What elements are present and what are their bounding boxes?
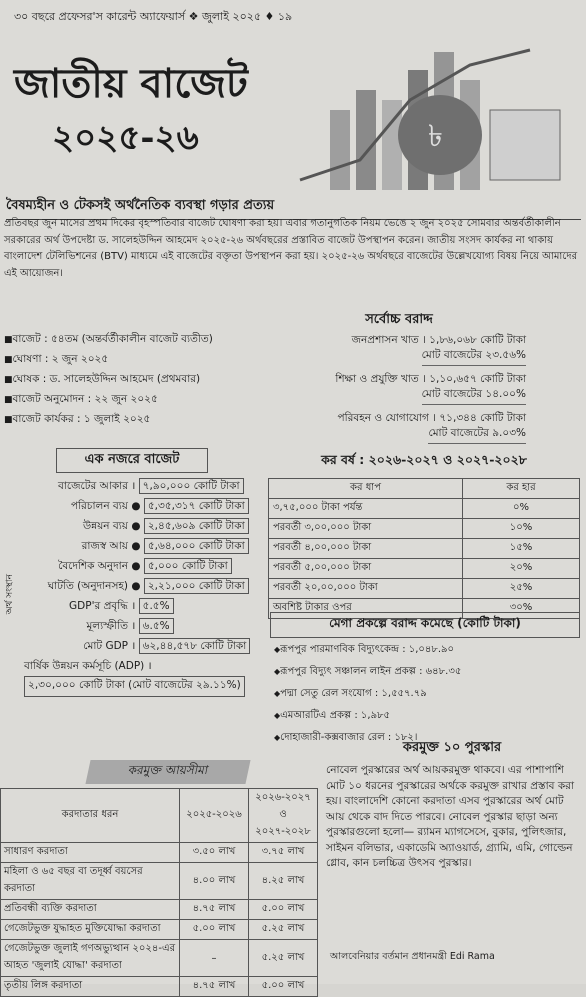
- tax-step: পরবর্তী ৩,০০,০০০ টাকা: [269, 519, 463, 539]
- glance-value: ৫.৫%: [139, 598, 174, 614]
- tax-free-table: [0, 788, 318, 997]
- income-tax-slab: [268, 452, 580, 619]
- table-row: [1, 863, 318, 900]
- table-row: [269, 539, 580, 559]
- glance-key: পরিচালন ব্যয়: [70, 500, 128, 512]
- key-fact: ■ বাজেট কার্যকর : ১ জুলাই ২০২৫: [4, 410, 244, 430]
- tax-rate: ০%: [463, 499, 580, 519]
- taxpayer-type: সাধারণ করদাতা: [1, 843, 180, 863]
- list-item: ◆ রূপপুর পারমাণবিক বিদ্যুৎকেন্দ্র : ১,০৪৮.৯০: [274, 642, 580, 659]
- limit-2025: ৫.০০ লাখ: [180, 920, 249, 940]
- limit-2026: ৫.০০ লাখ: [249, 977, 318, 997]
- list-item: ◆ পদ্মা সেতু রেল সংযোগ : ১,৫৫৭.৭৯: [274, 686, 580, 703]
- glance-key: বার্ষিক উন্নয়ন কর্মসূচি (ADP): [24, 660, 145, 672]
- limit-2025: ৩.৫০ লাখ: [180, 843, 249, 863]
- col-header: কর হার: [463, 479, 580, 499]
- col-header: ২০২৬-২০২৭ ও ২০২৭-২০২৮: [249, 789, 318, 843]
- glance-value: ৬.৫%: [139, 618, 174, 634]
- glance-row: উন্নয়ন ব্যয় ● ২,৪৫,৬০৯ কোটি টাকা: [24, 519, 272, 536]
- table-row: [269, 559, 580, 579]
- tax-step: ৩,৭৫,০০০ টাকা পর্যন্ত: [269, 499, 463, 519]
- table-row: [269, 519, 580, 539]
- budget-at-a-glance: [0, 448, 272, 700]
- glance-key: উন্নয়ন ব্যয়: [82, 520, 128, 532]
- title-year: ২০২৫-২৬: [52, 118, 199, 158]
- glance-row: রাজস্ব আয় ● ৫,৬৪,০০০ কোটি টাকা: [24, 539, 272, 556]
- glance-value: ৫,০০০ কোটি টাকা: [144, 558, 232, 574]
- glance-row: মূল্যস্ফীতি । ৬.৫%: [24, 619, 272, 636]
- prize-body: নোবেল পুরস্কারের অর্থ আয়করমুক্ত থাকবে। এর পাশাপাশি মোট ১০ ধরনের পুরস্কারের অর্থকে করমুক্ত রাখার প্রস্তাব করা হয়। বাংলাদেশি কোনো করদাতা এসব পুরস্কারের অর্থ মোট আয় থেকে বাদ দিতে পারবে। নোবেল পুরস্কার ছাড়া অন্য পুরস্কারগুলো হলো— র‍্যামন ম্যাগসেসে, বুকার, পুলিৎজার, সাইমন বলিভার, একাডেমি অ্যাওয়ার্ড, গ্র্যামি, এমি, গোল্ডেন গ্লোব, কান চলচ্চিত্র উৎসব পুরস্কার।: [326, 764, 574, 869]
- table-row: [1, 940, 318, 977]
- glance-key: ঘাটতি (অনুদানসহ): [47, 580, 128, 592]
- col-header: করদাতার ধরন: [1, 789, 180, 843]
- tax-step: অবশিষ্ট টাকার ওপর: [269, 599, 463, 619]
- col-header: কর ধাপ: [269, 479, 463, 499]
- key-fact: ■ ঘোষক : ড. সালেহউদ্দিন আহমেদ (প্রথমবার): [4, 370, 244, 390]
- taxpayer-type: গেজেটভুক্ত যুদ্ধাহত মুক্তিযোদ্ধা করদাতা: [1, 920, 180, 940]
- key-fact: ■ বাজেট অনুমোদন : ২২ জুন ২০২৫: [4, 390, 244, 410]
- limit-2026: ৩.৭৫ লাখ: [249, 843, 318, 863]
- bar-graphic: [356, 90, 376, 190]
- title-banner: [0, 40, 586, 190]
- footer-note: আলবেনিয়ার বর্তমান প্রধানমন্ত্রী Edi Rama: [330, 951, 495, 962]
- taka-icon: ৳: [428, 119, 443, 154]
- tax-rate: ১০%: [463, 519, 580, 539]
- table-row: [269, 579, 580, 599]
- glance-row: পরিচালন ব্যয় ● ৫,৩৫,৩১৭ কোটি টাকা: [24, 499, 272, 516]
- taxpayer-type: মহিলা ও ৬৫ বছর বা তদূর্ধ্ব বয়সের করদাতা: [1, 863, 180, 900]
- intro-paragraph: প্রতিবছর জুন মাসের প্রথম দিকের বৃহস্পতিবার বাজেট ঘোষণা করা হয়। এবার গতানুগতিক নিয়ম ভেঙে ২ জুন ২০২৫ সোমবার অন্তর্বর্তীকালীন সরকারের অর্থ উপদেষ্টা ড. সালেহউদ্দিন আহমেদ ২০২৫-২৬ অর্থবছরের প্রস্তাবিত বাজেট উপস্থাপন করেন। জাতীয় সংসদ কার্যকর না থাকায় বাংলাদেশ টেলিভিশনের (BTV) মাধ্যমে এই বাজেটের বক্তৃতা উপস্থাপন করা হয়। ২০২৫-২৬ অর্থবছরে বাজেটের উল্লেখযোগ্য বিষয় নিয়ে আমাদের এই আয়োজন।: [4, 218, 578, 279]
- glance-key: মূল্যস্ফীতি: [86, 620, 128, 632]
- allocation-line: পরিবহন ও যোগাযোগ । ৭১,৩৪৪ কোটি টাকা: [337, 412, 526, 424]
- subtitle: বৈষম্যহীন ও টেকসই অর্থনৈতিক ব্যবস্থা গড়ার প্রত্যয়: [6, 196, 581, 220]
- allocation-share: মোট বাজেটের ১৪.০০%: [422, 387, 526, 405]
- highest-allocation-heading: সর্বোচ্চ বরাদ্দ: [365, 312, 433, 327]
- tax-free-prizes: [326, 738, 578, 872]
- glance-key: রাজস্ব আয়: [81, 540, 128, 552]
- glance-key: GDP'র প্রবৃদ্ধি: [69, 600, 128, 612]
- limit-2026: ৪.২৫ লাখ: [249, 863, 318, 900]
- limit-2025: ৪.৭৫ লাখ: [180, 977, 249, 997]
- glance-value: ২,৩০,০০০ কোটি টাকা (মোট বাজেটের ২৯.১১%): [24, 676, 245, 697]
- key-fact: ■ ঘোষণা : ২ জুন ২০২৫: [4, 350, 244, 370]
- glance-value: ৫,৩৫,৩১৭ কোটি টাকা: [144, 498, 249, 514]
- table-row: [1, 977, 318, 997]
- tax-step: পরবর্তী ২০,০০,০০০ টাকা: [269, 579, 463, 599]
- col-header: ২০২৫-২০২৬: [180, 789, 249, 843]
- prize-heading: করমুক্ত ১০ পুরস্কার: [402, 740, 502, 755]
- bar-graphic: [330, 110, 350, 190]
- glance-row: মোট GDP । ৬২,৪৪,৫৭৮ কোটি টাকা: [24, 639, 272, 656]
- limit-2025: ৪.০০ লাখ: [180, 863, 249, 900]
- allocation-line: জনপ্রশাসন খাত । ১,৮৬,০৬৮ কোটি টাকা: [351, 334, 526, 346]
- key-facts-list: [4, 330, 244, 430]
- page-header: ৩০ বছরে প্রফেসর'স কারেন্ট অ্যাফেয়ার্স ❖ জুলাই ২০২৫ ♦ ১৯: [14, 10, 293, 23]
- tax-rate: ২৫%: [463, 579, 580, 599]
- limit-2026: ৫.০০ লাখ: [249, 900, 318, 920]
- glance-value: ২,৪৫,৬০৯ কোটি টাকা: [144, 518, 249, 534]
- glance-value: ৬২,৪৪,৫৭৮ কোটি টাকা: [139, 638, 251, 654]
- table-row: [1, 843, 318, 863]
- tax-rate: ১৫%: [463, 539, 580, 559]
- table-row: [269, 499, 580, 519]
- glance-value: ২,২১,০০০ কোটি টাকা: [144, 578, 249, 594]
- limit-2026: ৫.২৫ লাখ: [249, 940, 318, 977]
- tax-step: পরবর্তী ৪,০০,০০০ টাকা: [269, 539, 463, 559]
- allocation-share: মোট বাজেটের ৯.০৩%: [428, 426, 526, 444]
- glance-row: GDP'র প্রবৃদ্ধি । ৫.৫%: [24, 599, 272, 616]
- table-row: [1, 900, 318, 920]
- tax-free-heading: করমুক্ত আয়সীমা: [85, 760, 250, 784]
- tax-rate: ৩০%: [463, 599, 580, 619]
- key-fact: ■ বাজেট : ৫৪তম (অন্তর্বর্তীকালীন বাজেট ব্যতীত): [4, 330, 244, 350]
- tax-heading: কর বর্ষ : ২০২৬-২০২৭ ও ২০২৭-২০২৮: [321, 452, 527, 467]
- glance-heading: এক নজরে বাজেট: [56, 448, 208, 473]
- list-item: ◆ রূপপুর বিদ্যুৎ সঞ্চালন লাইন প্রকল্প : ৬৪৮.৩৫: [274, 664, 580, 681]
- document-graphic: [490, 110, 560, 180]
- mega-projects-box: [270, 612, 580, 752]
- glance-key: মোট GDP: [83, 640, 128, 652]
- limit-2025: –: [180, 940, 249, 977]
- glance-value: ৭,৯০,০০০ কোটি টাকা: [139, 478, 244, 494]
- glance-row: ঘাটতি (অনুদানসহ) ● ২,২১,০০০ কোটি টাকা: [24, 579, 272, 596]
- taxpayer-type: প্রতিবন্ধী ব্যক্তি করদাতা: [1, 900, 180, 920]
- highest-allocation-box: [272, 312, 526, 450]
- taxpayer-type: তৃতীয় লিঙ্গ করদাতা: [1, 977, 180, 997]
- list-item: ◆ এমআরটিএ প্রকল্প : ১,৯৮৫: [274, 708, 580, 725]
- main-title: জাতীয় বাজেট: [14, 60, 248, 107]
- allocation-line: শিক্ষা ও প্রযুক্তি খাত । ১,১০,৬৫৭ কোটি টাকা: [335, 373, 526, 385]
- limit-2026: ৫.২৫ লাখ: [249, 920, 318, 940]
- allocation-share: মোট বাজেটের ২৩.৫৬%: [422, 348, 526, 366]
- glance-key: বাজেটের আকার: [58, 480, 128, 492]
- tax-step: পরবর্তী ৫,০০,০০০ টাকা: [269, 559, 463, 579]
- limit-2025: ৪.৭৫ লাখ: [180, 900, 249, 920]
- tax-free-limit: [0, 760, 318, 997]
- glance-row: বাজেটের আকার । ৭,৯০,০০০ কোটি টাকা: [24, 479, 272, 496]
- side-label: অর্থ সংস্থান: [5, 574, 15, 615]
- tax-rate: ২০%: [463, 559, 580, 579]
- mega-heading: মেগা প্রকল্পে বরাদ্দ কমেছে (কোটি টাকা): [270, 612, 580, 638]
- glance-key: বৈদেশিক অনুদান: [58, 560, 128, 572]
- list-item: ◆ দোহাজারী-কক্সবাজার রেল : ১৮২।: [274, 730, 580, 747]
- table-row: [1, 920, 318, 940]
- glance-row: বার্ষিক উন্নয়ন কর্মসূচি (ADP) । ২,৩০,০০০ কোটি টাকা (মোট বাজেটের ২৯.১১%): [24, 659, 272, 697]
- taxpayer-type: গেজেটভুক্ত জুলাই গণঅভ্যুত্থান ২০২৪-এর আহত 'জুলাই যোদ্ধা' করদাতা: [1, 940, 180, 977]
- tax-table: [268, 478, 580, 619]
- glance-value: ৫,৬৪,০০০ কোটি টাকা: [144, 538, 249, 554]
- glance-row: বৈদেশিক অনুদান ● ৫,০০০ কোটি টাকা: [24, 559, 272, 576]
